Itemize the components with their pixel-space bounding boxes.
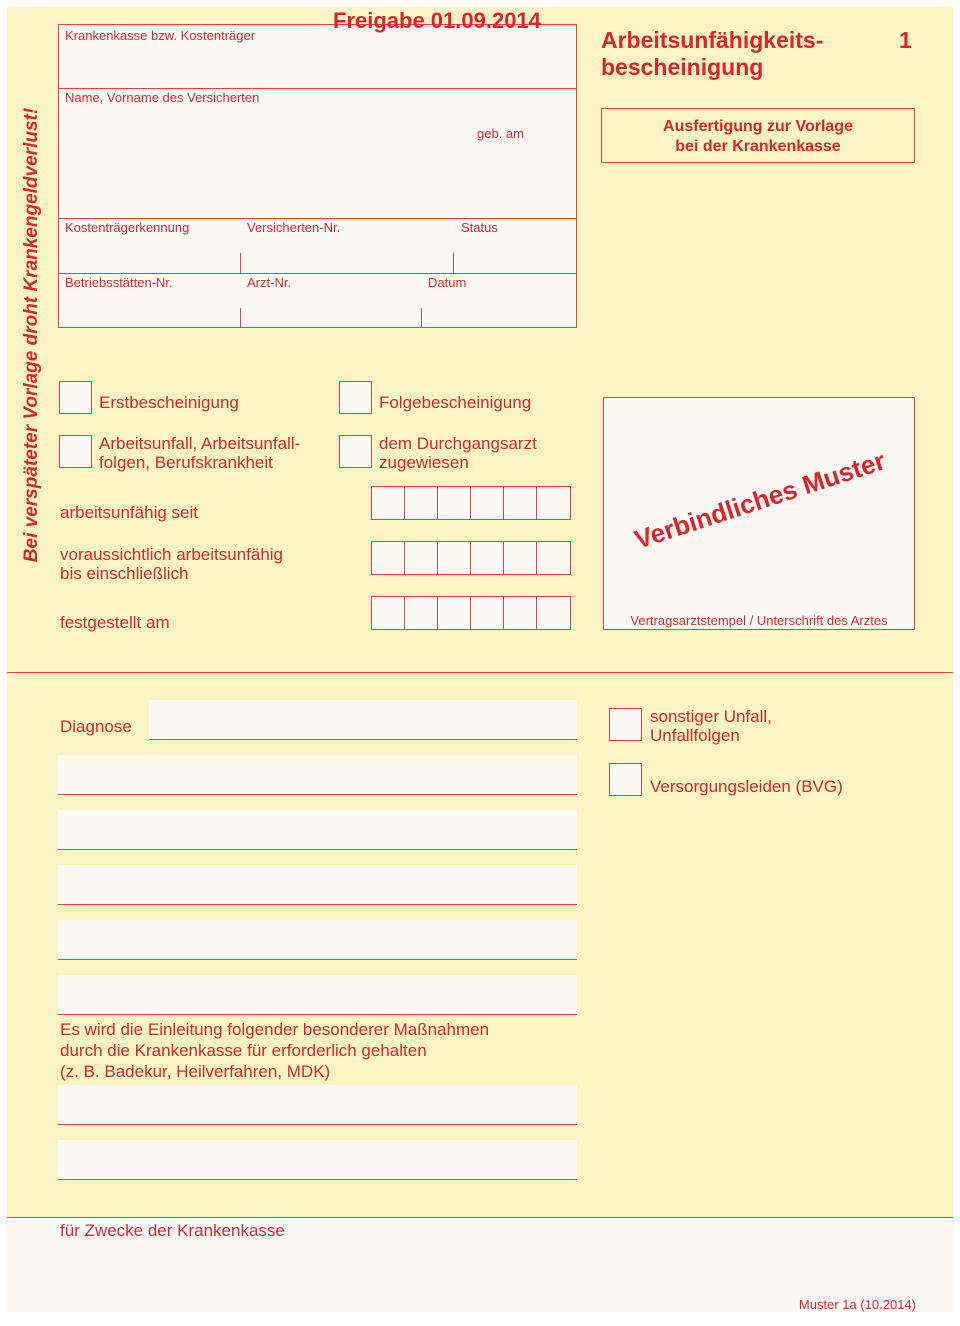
verbindliches-muster-watermark: Verbindliches Muster <box>630 445 889 555</box>
massnahmen-text <box>60 1019 489 1082</box>
ausfertigung-box <box>601 108 915 163</box>
section-separator <box>7 672 953 673</box>
erstbescheinigung-checkbox[interactable] <box>59 381 92 414</box>
arbeitsunfaehig-seit-date[interactable] <box>371 486 571 520</box>
massnahmen-line1: Es wird die Einleitung folgender besonderer Maßnahmen <box>60 1020 490 1039</box>
erstbescheinigung-label: Erstbescheinigung <box>99 393 239 412</box>
diagnose-line-5[interactable] <box>58 920 577 960</box>
versorgungsleiden-label: Versorgungsleiden (BVG) <box>650 777 843 796</box>
diagnose-line-3[interactable] <box>58 810 577 850</box>
stempel-caption: Vertragsarztstempel / Unterschrift des Arztes <box>630 613 888 628</box>
durchgangsarzt-label <box>379 434 537 472</box>
durchgangsarzt-label-line1: dem Durchgangsarzt <box>379 434 537 453</box>
zwecke-label: für Zwecke der Krankenkasse <box>60 1221 285 1240</box>
voraussichtlich-bis-label <box>60 545 283 583</box>
diagnose-line-2[interactable] <box>58 755 577 795</box>
folgebescheinigung-checkbox[interactable] <box>339 381 372 414</box>
copy-number: 1 <box>899 27 912 53</box>
sonstiger-unfall-line1: sonstiger Unfall, <box>650 707 772 726</box>
durchgangsarzt-checkbox[interactable] <box>339 435 372 468</box>
arbeitsunfall-label-line2: folgen, Berufskrankheit <box>99 453 273 472</box>
geb-am-label: geb. am <box>477 126 524 141</box>
arbeitsunfall-label-line1: Arbeitsunfall, Arbeitsunfall- <box>99 434 301 453</box>
krankenkasse-label: Krankenkasse bzw. Kostenträger <box>65 28 256 43</box>
versicherten-nr-label: Versicherten-Nr. <box>247 220 341 235</box>
festgestellt-am-date[interactable] <box>371 596 571 630</box>
sonstiger-unfall-line2: Unfallfolgen <box>650 726 740 745</box>
ausfertigung-line2: bei der Krankenkasse <box>675 138 841 155</box>
versorgungsleiden-checkbox[interactable] <box>609 763 642 796</box>
voraussichtlich-bis-line2: bis einschließlich <box>60 564 189 583</box>
kostentraegerkennung-label: Kostenträgerkennung <box>65 220 190 235</box>
massnahmen-line-field-2[interactable] <box>58 1140 577 1180</box>
diagnose-line-6[interactable] <box>58 975 577 1015</box>
voraussichtlich-bis-line1: voraussichtlich arbeitsunfähig <box>60 545 284 564</box>
datum-label: Datum <box>428 275 467 290</box>
arzt-nr-label: Arzt-Nr. <box>247 275 292 290</box>
betriebsstaetten-nr-label: Betriebsstätten-Nr. <box>65 275 173 290</box>
freigabe-date: Freigabe 01.09.2014 <box>333 8 541 33</box>
form-title <box>601 27 823 81</box>
muster-version: Muster 1a (10.2014) <box>798 1297 916 1312</box>
voraussichtlich-bis-date[interactable] <box>371 541 571 575</box>
side-warning: Bei verspäteter Vorlage droht Krankengeldverlust! <box>21 107 42 563</box>
arbeitsunfall-checkbox[interactable] <box>59 435 92 468</box>
sonstiger-unfall-checkbox[interactable] <box>609 708 642 741</box>
durchgangsarzt-label-line2: zugewiesen <box>379 453 469 472</box>
form-title-line1: Arbeitsunfähigkeits- <box>601 27 824 53</box>
status-label: Status <box>461 220 498 235</box>
massnahmen-line2: durch die Krankenkasse für erforderlich gehalten <box>60 1041 427 1060</box>
massnahmen-line3: (z. B. Badekur, Heilverfahren, MDK) <box>60 1062 331 1081</box>
folgebescheinigung-label: Folgebescheinigung <box>379 393 532 412</box>
diagnose-line-4[interactable] <box>58 865 577 905</box>
sonstiger-unfall-label <box>650 707 772 745</box>
name-label: Name, Vorname des Versicherten <box>65 90 260 105</box>
diagnose-label: Diagnose <box>60 717 132 736</box>
festgestellt-am-label: festgestellt am <box>60 613 170 632</box>
arbeitsunfaehig-seit-label: arbeitsunfähig seit <box>60 503 198 522</box>
massnahmen-line-field-1[interactable] <box>58 1085 577 1125</box>
form-title-line2: bescheinigung <box>601 54 764 80</box>
arbeitsunfall-label <box>99 434 300 472</box>
form-page <box>7 7 953 1312</box>
diagnose-line-1[interactable] <box>149 700 577 740</box>
ausfertigung-line1: Ausfertigung zur Vorlage <box>663 118 853 135</box>
